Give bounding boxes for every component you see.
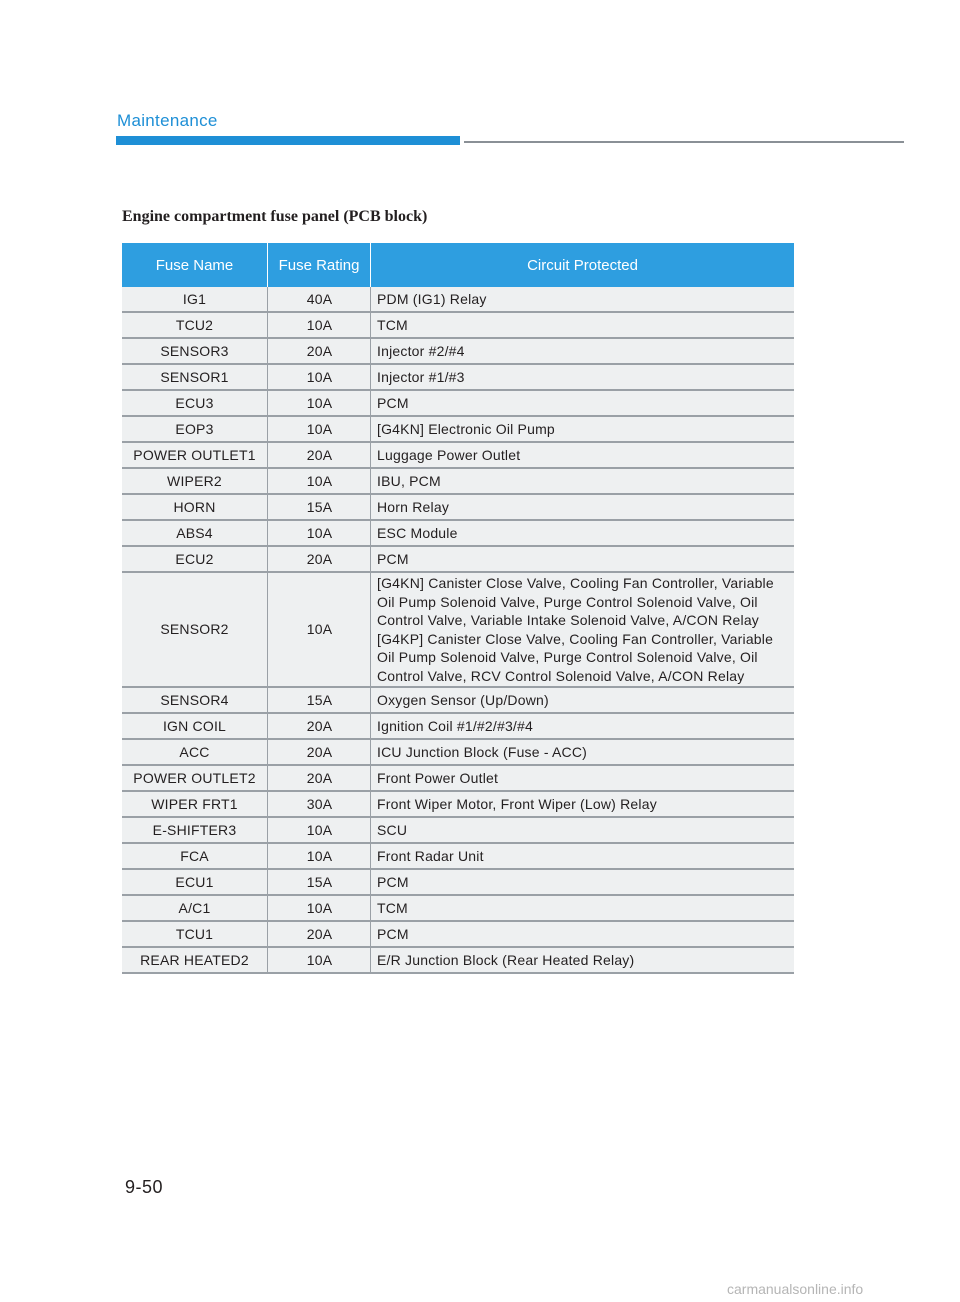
table-row	[122, 468, 794, 494]
table-row	[122, 739, 794, 765]
cell-fuse-rating: 20A	[268, 713, 371, 739]
cell-circuit-protected: Injector #2/#4	[371, 338, 795, 364]
header-accent-bar	[116, 136, 460, 145]
cell-fuse-rating: 15A	[268, 687, 371, 713]
table-row	[122, 312, 794, 338]
table-row	[122, 520, 794, 546]
column-header-circuit-protected: Circuit Protected	[371, 243, 795, 287]
table-row	[122, 494, 794, 520]
column-header-fuse-name: Fuse Name	[122, 243, 268, 287]
cell-circuit-protected: Ignition Coil #1/#2/#3/#4	[371, 713, 795, 739]
cell-circuit-protected: Horn Relay	[371, 494, 795, 520]
cell-fuse-name: A/C1	[122, 895, 268, 921]
cell-fuse-rating: 10A	[268, 364, 371, 390]
table-row	[122, 416, 794, 442]
cell-circuit-protected: [G4KN] Electronic Oil Pump	[371, 416, 795, 442]
cell-circuit-protected: IBU, PCM	[371, 468, 795, 494]
cell-fuse-name: ABS4	[122, 520, 268, 546]
table-row	[122, 947, 794, 973]
table-row	[122, 791, 794, 817]
table-body	[122, 287, 794, 973]
table-row	[122, 287, 794, 312]
table-row	[122, 572, 794, 687]
cell-circuit-protected: PCM	[371, 390, 795, 416]
table-row	[122, 817, 794, 843]
cell-fuse-rating: 20A	[268, 442, 371, 468]
cell-circuit-protected: [G4KN] Canister Close Valve, Cooling Fan Controller, Variable Oil Pump Solenoid Valve, Purge Control Solenoid Valve, Oil Control Valve, Variable Intake Solenoid Valve, A/CON Relay [G4KP] Canister Close Valve, Cooling Fan Controller, Variable Oil Pump Solenoid Valve, Purge Control Solenoid Valve, Oil Control Valve, RCV Control Solenoid Valve, A/CON Relay	[371, 572, 795, 687]
table-row	[122, 442, 794, 468]
cell-fuse-name: EOP3	[122, 416, 268, 442]
cell-fuse-rating: 20A	[268, 921, 371, 947]
cell-fuse-name: SENSOR4	[122, 687, 268, 713]
cell-fuse-rating: 20A	[268, 338, 371, 364]
cell-fuse-name: POWER OUTLET2	[122, 765, 268, 791]
cell-fuse-rating: 40A	[268, 287, 371, 312]
table-title: Engine compartment fuse panel (PCB block)	[122, 208, 428, 225]
cell-circuit-protected: TCM	[371, 895, 795, 921]
cell-circuit-protected: Front Radar Unit	[371, 843, 795, 869]
cell-fuse-rating: 10A	[268, 520, 371, 546]
cell-fuse-rating: 10A	[268, 312, 371, 338]
cell-fuse-rating: 20A	[268, 739, 371, 765]
cell-fuse-name: WIPER2	[122, 468, 268, 494]
cell-fuse-rating: 10A	[268, 416, 371, 442]
column-header-fuse-rating: Fuse Rating	[268, 243, 371, 287]
table-row	[122, 390, 794, 416]
cell-circuit-protected: Front Wiper Motor, Front Wiper (Low) Relay	[371, 791, 795, 817]
fuse-table	[122, 243, 794, 974]
cell-fuse-rating: 10A	[268, 817, 371, 843]
table-row	[122, 895, 794, 921]
cell-circuit-protected: Front Power Outlet	[371, 765, 795, 791]
cell-circuit-protected: PCM	[371, 921, 795, 947]
cell-circuit-protected: E/R Junction Block (Rear Heated Relay)	[371, 947, 795, 973]
cell-fuse-rating: 20A	[268, 546, 371, 572]
cell-fuse-name: ECU3	[122, 390, 268, 416]
table-row	[122, 921, 794, 947]
cell-circuit-protected: ICU Junction Block (Fuse - ACC)	[371, 739, 795, 765]
table-row	[122, 713, 794, 739]
cell-fuse-name: WIPER FRT1	[122, 791, 268, 817]
table-row	[122, 546, 794, 572]
table-header-row	[122, 243, 794, 287]
cell-fuse-name: TCU2	[122, 312, 268, 338]
cell-fuse-name: TCU1	[122, 921, 268, 947]
header-divider	[464, 141, 904, 143]
cell-fuse-rating: 30A	[268, 791, 371, 817]
cell-circuit-protected: PCM	[371, 869, 795, 895]
cell-fuse-name: REAR HEATED2	[122, 947, 268, 973]
cell-fuse-name: FCA	[122, 843, 268, 869]
cell-fuse-name: SENSOR2	[122, 572, 268, 687]
cell-fuse-name: IGN COIL	[122, 713, 268, 739]
cell-fuse-name: SENSOR3	[122, 338, 268, 364]
table-row	[122, 843, 794, 869]
cell-circuit-protected: TCM	[371, 312, 795, 338]
cell-fuse-rating: 20A	[268, 765, 371, 791]
cell-fuse-name: SENSOR1	[122, 364, 268, 390]
cell-fuse-rating: 10A	[268, 390, 371, 416]
cell-fuse-name: IG1	[122, 287, 268, 312]
footer-watermark[interactable]: carmanualsonline.info	[727, 1281, 864, 1297]
table-row	[122, 765, 794, 791]
cell-fuse-name: E-SHIFTER3	[122, 817, 268, 843]
cell-fuse-name: POWER OUTLET1	[122, 442, 268, 468]
table-row	[122, 869, 794, 895]
cell-fuse-rating: 10A	[268, 468, 371, 494]
section-title: Maintenance	[117, 111, 218, 130]
cell-fuse-name: ECU2	[122, 546, 268, 572]
cell-fuse-rating: 10A	[268, 572, 371, 687]
cell-circuit-protected: ESC Module	[371, 520, 795, 546]
cell-fuse-rating: 15A	[268, 869, 371, 895]
cell-circuit-protected: Injector #1/#3	[371, 364, 795, 390]
cell-fuse-rating: 10A	[268, 843, 371, 869]
cell-fuse-name: HORN	[122, 494, 268, 520]
table-row	[122, 364, 794, 390]
cell-fuse-rating: 10A	[268, 895, 371, 921]
cell-circuit-protected: Luggage Power Outlet	[371, 442, 795, 468]
cell-fuse-name: ACC	[122, 739, 268, 765]
cell-fuse-rating: 10A	[268, 947, 371, 973]
table-row	[122, 687, 794, 713]
table-row	[122, 338, 794, 364]
page-number: 9-50	[125, 1177, 164, 1197]
cell-circuit-protected: SCU	[371, 817, 795, 843]
cell-circuit-protected: PDM (IG1) Relay	[371, 287, 795, 312]
cell-fuse-name: ECU1	[122, 869, 268, 895]
cell-circuit-protected: Oxygen Sensor (Up/Down)	[371, 687, 795, 713]
cell-fuse-rating: 15A	[268, 494, 371, 520]
cell-circuit-protected: PCM	[371, 546, 795, 572]
